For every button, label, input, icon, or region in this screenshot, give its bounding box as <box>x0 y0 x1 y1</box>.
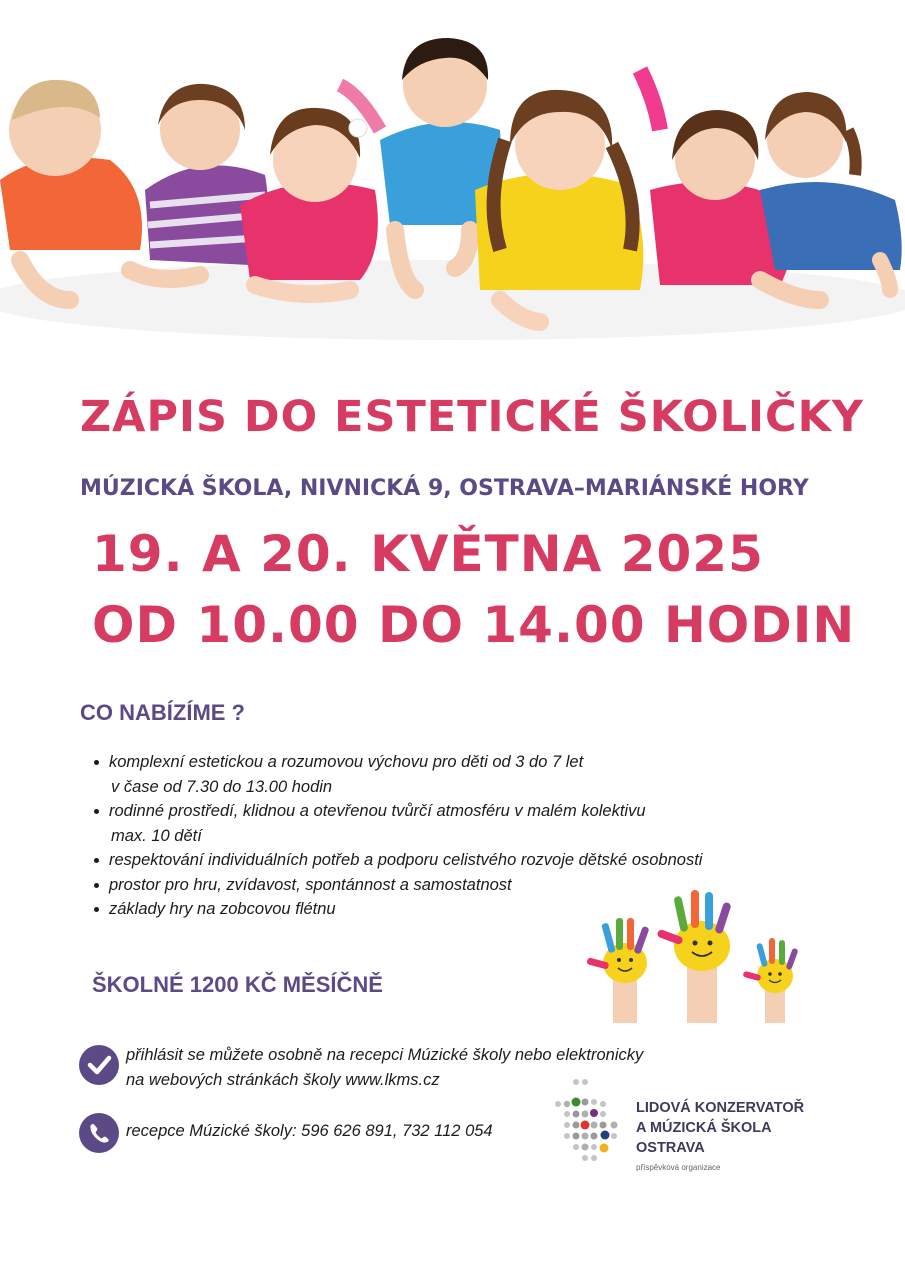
logo-line-3: OSTRAVA <box>636 1140 705 1156</box>
list-item <box>92 848 812 873</box>
children-photo <box>0 0 905 360</box>
logo-line-2: A MÚZICKÁ ŠKOLA <box>636 1120 772 1136</box>
list-item <box>92 750 812 799</box>
school-address: MÚZICKÁ ŠKOLA, NIVNICKÁ 9, OSTRAVA–MARIÁNSKÉ HORY <box>80 476 809 501</box>
school-logo-icon <box>552 1078 627 1168</box>
logo-line-1: LIDOVÁ KONZERVATOŘ <box>636 1100 805 1116</box>
list-item-continuation: v čase od 7.30 do 13.00 hodin <box>111 777 333 796</box>
phone-icon <box>79 1113 119 1153</box>
page-title: ZÁPIS DO ESTETICKÉ ŠKOLIČKY <box>80 392 865 442</box>
list-item-text: respektování individuálních potřeb a podporu celistvého rozvoje dětské osobnosti <box>109 851 703 869</box>
registration-line-2: na webových stránkách školy www.lkms.cz <box>126 1071 440 1089</box>
list-item-text: rodinné prostředí, klidnou a otevřenou tvůrčí atmosféru v malém kolektivu <box>109 802 646 820</box>
list-item-text: prostor pro hru, zvídavost, spontánnost a samostatnost <box>109 875 512 894</box>
registration-line-1: přihlásit se můžete osobně na recepci Múzické školy nebo elektronicky <box>126 1046 644 1064</box>
phone-numbers: recepce Múzické školy: 596 626 891, 732 112 054 <box>126 1122 493 1140</box>
school-logo-subtitle: příspěvková organizace <box>636 1163 721 1172</box>
offer-heading: CO NABÍZÍME ? <box>80 700 245 725</box>
list-item-text: komplexní estetickou a rozumovou výchovu pro děti od 3 do 7 let <box>109 753 584 771</box>
list-item-continuation: max. 10 dětí <box>111 826 202 845</box>
enrollment-dates: 19. A 20. KVĚTNA 2025 <box>92 525 764 583</box>
check-icon <box>79 1045 119 1085</box>
list-item-text: základy hry na zobcovou flétnu <box>109 900 336 918</box>
tuition-fee: ŠKOLNÉ 1200 KČ MĚSÍČNĚ <box>92 972 383 997</box>
school-logo-name <box>636 1098 804 1158</box>
list-item <box>92 799 812 848</box>
enrollment-hours: OD 10.00 DO 14.00 HODIN <box>92 596 856 654</box>
painted-hands-image <box>585 888 815 1023</box>
